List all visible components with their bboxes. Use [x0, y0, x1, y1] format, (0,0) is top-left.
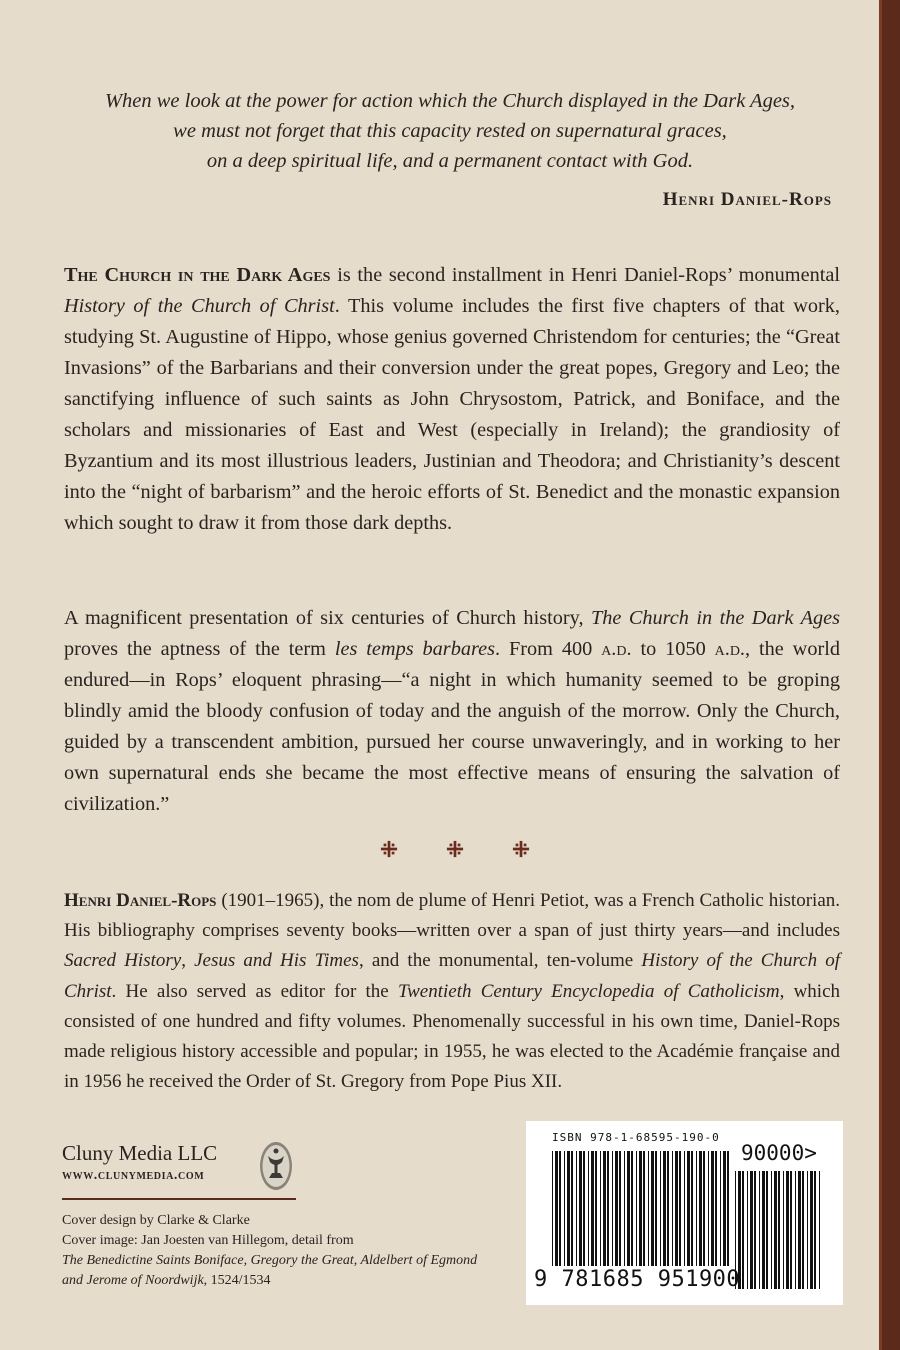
book-title: Twentieth Century Encyclopedia of Catholicism [397, 980, 780, 1002]
barcode-bar [795, 1171, 796, 1289]
book-title: Sacred History [64, 950, 182, 972]
isbn-label: ISBN 978-1-68595-190-0 [552, 1131, 720, 1144]
barcode-bar [627, 1151, 630, 1266]
barcode-bar [660, 1151, 661, 1266]
barcode-bar [687, 1151, 690, 1266]
barcode-bar [790, 1171, 792, 1289]
book-title: History of the Church of Christ [64, 950, 840, 1002]
quote-attribution: Henri Daniel-Rops [662, 189, 832, 210]
description-paragraph-1 [64, 260, 840, 539]
barcode-bar [579, 1151, 582, 1266]
barcode-bar [711, 1151, 714, 1266]
cross-ornament-icon [512, 840, 530, 858]
text-run: proves the aptness of the term [64, 638, 335, 660]
era-label: a.d. [601, 638, 632, 660]
barcode-bar [727, 1151, 729, 1266]
cross-ornament-icon [380, 840, 398, 858]
text-run: . This volume includes the first five chapters of that work, studying St. Augustine of Hippo, whose genius governed Christendom for centuries; the “Great Invasions” of the Barbarians and their conversion under the great popes, Gregory and Leo; the sanctifying influence of such saints as John Chrysostom, Patrick, and Boniface, and the scholars and missionaries of East and West (especially in Ireland); the grandiosity of Byzantium and its most illustrious leaders, Justinian and Theodora; and Christianity’s descent into the “night of barbarism” and the heroic efforts of St. Benedict and the monastic expansion which sought to draw it from those dark depths. [64, 295, 840, 534]
barcode-bar [655, 1151, 657, 1266]
publisher-url: www.clunymedia.com [62, 1168, 205, 1183]
price-code: 90000> [741, 1141, 817, 1165]
artwork-title: The Benedictine Saints Boniface, Gregory the Great, Aldelbert of Egmond and Jerome of Noordwijk [62, 1253, 478, 1288]
book-title: The Church in the Dark Ages [590, 607, 840, 629]
barcode-bar [679, 1151, 681, 1266]
barcode-bar [699, 1151, 702, 1266]
barcode-bar [762, 1171, 765, 1289]
barcode-bar [754, 1171, 756, 1289]
barcode-bar [576, 1151, 577, 1266]
barcode-bar [651, 1151, 654, 1266]
text-run: , [181, 950, 195, 972]
divider-rule [62, 1198, 296, 1200]
chalice-logo-icon [258, 1140, 294, 1192]
addon-barcode [735, 1171, 825, 1289]
barcode-bar [774, 1171, 777, 1289]
publisher-block [62, 1140, 217, 1184]
epigraph-quote [62, 86, 838, 176]
barcode-bar [555, 1151, 558, 1266]
barcode-bar [619, 1151, 621, 1266]
cross-ornament-icon [446, 840, 464, 858]
barcode-bar [814, 1171, 816, 1289]
barcode-bar [691, 1151, 693, 1266]
section-ornaments [380, 840, 530, 858]
spine-strip [882, 0, 900, 1350]
artwork-credit [62, 1251, 482, 1291]
term: les temps barbares [334, 638, 496, 660]
barcode-bar [750, 1171, 753, 1289]
barcode-bar [591, 1151, 594, 1266]
quote-line: we must not forget that this capacity rested on supernatural graces, [173, 120, 727, 142]
barcode-bar [564, 1151, 565, 1266]
publisher-name: Cluny Media LLC [62, 1141, 218, 1165]
design-credit: Cover design by Clarke & Clarke [62, 1213, 250, 1228]
barcode-bar [667, 1151, 669, 1266]
barcode-panel [526, 1121, 843, 1305]
barcode-bar [639, 1151, 642, 1266]
text-run: . He also served as editor for the [111, 980, 398, 1002]
barcode-bar [615, 1151, 618, 1266]
artwork-date: , 1524/1534 [203, 1273, 271, 1288]
barcode-bar [588, 1151, 589, 1266]
image-credit: Cover image: Jan Joesten van Hillegom, detail from [62, 1233, 354, 1248]
text-run: , and the monumental, ten-volume [358, 950, 642, 972]
text-run: is the second installment in Henri Daniel-Rops’ monumental [330, 264, 840, 286]
quote-line: When we look at the power for action which the Church displayed in the Dark Ages, [104, 90, 796, 112]
text-run: , which consisted of one hundred and fifty volumes. Phenomenally successful in his own time, Daniel-Rops made religious history accessible and popular; in 1955, he was elected to the Académie française and in 1956 he received the Order of St. Gregory from Pope Pius XII. [64, 980, 841, 1093]
series-title: History of the Church of Christ [64, 295, 335, 317]
barcode-bar [631, 1151, 633, 1266]
cover-credits [62, 1211, 482, 1291]
author-bio [64, 886, 840, 1097]
text-run: , the world endured—in Rops’ eloquent phrasing—“a night in which humanity seemed to be groping blindly amid the bloody confusion of today and the anguish of the morrow. Only the Church, guided by a transcendent ambition, pursued her course unwaveringly, and in working to her own supernatural ends she became the most effective means of ensuring the salvation of civilization.” [64, 638, 840, 815]
barcode-bar [559, 1151, 561, 1266]
barcode-bar [571, 1151, 573, 1266]
barcode-bar [703, 1151, 705, 1266]
barcode-bar [766, 1171, 768, 1289]
text-run: (1901–1965), the nom de plume of Henri Petiot, was a French Catholic historian. His bibliography comprises seventy books—written over a span of just thirty years—and includes [64, 890, 840, 942]
barcode-bar [624, 1151, 625, 1266]
barcode-bar [720, 1151, 721, 1266]
ean-number: 9 781685 951900 [534, 1267, 741, 1292]
barcode-bar [786, 1171, 789, 1289]
barcode-bar [600, 1151, 601, 1266]
barcode-bar [742, 1171, 744, 1289]
barcode-bar [723, 1151, 726, 1266]
barcode-bar [798, 1171, 801, 1289]
author-name: Henri Daniel-Rops [64, 890, 217, 911]
barcode-bar [807, 1171, 808, 1289]
barcode-bar [810, 1171, 813, 1289]
barcode-bar [783, 1171, 784, 1289]
barcode-bar [636, 1151, 637, 1266]
description-paragraph-2 [64, 603, 840, 820]
text-run: A magnificent presentation of six centuries of Church history, [64, 607, 591, 629]
barcode-bar [684, 1151, 685, 1266]
barcode-bar [708, 1151, 709, 1266]
barcode-bar [612, 1151, 613, 1266]
barcode-bar [583, 1151, 585, 1266]
barcode-bar [696, 1151, 697, 1266]
barcode-bar [643, 1151, 645, 1266]
barcode-bar [663, 1151, 666, 1266]
barcode-bar [552, 1151, 553, 1266]
barcode-bar [747, 1171, 748, 1289]
barcode-bar [603, 1151, 606, 1266]
text-run: to 1050 [631, 638, 715, 660]
barcode-bar [759, 1171, 760, 1289]
barcode-bar [771, 1171, 772, 1289]
barcode-bar [595, 1151, 597, 1266]
book-title-lead: The Church in the Dark Ages [64, 264, 331, 286]
quote-line: on a deep spiritual life, and a permanent contact with God. [206, 150, 694, 172]
era-label: a.d. [714, 638, 746, 660]
barcode-bar [802, 1171, 804, 1289]
ean-barcode [552, 1151, 730, 1266]
barcode-bar [648, 1151, 649, 1266]
barcode-bar [607, 1151, 609, 1266]
barcode-bar [819, 1171, 820, 1289]
barcode-bar [672, 1151, 673, 1266]
barcode-bar [715, 1151, 717, 1266]
barcode-bar [567, 1151, 570, 1266]
barcode-bar [778, 1171, 780, 1289]
book-title: Jesus and His Times [194, 950, 359, 972]
text-run: . From 400 [495, 638, 602, 660]
barcode-bar [675, 1151, 678, 1266]
